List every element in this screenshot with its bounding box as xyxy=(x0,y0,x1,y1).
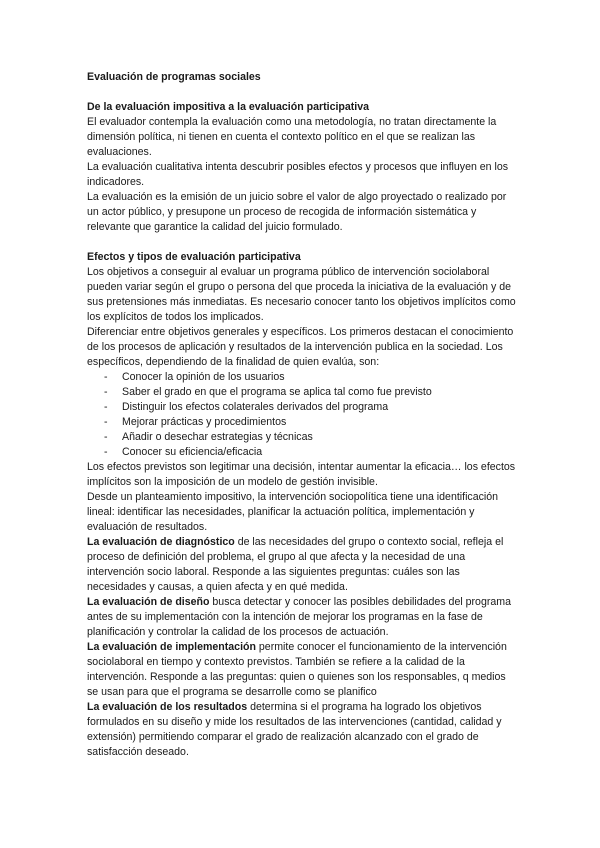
evaluation-type-term: La evaluación de diagnóstico xyxy=(87,536,235,548)
paragraph: La evaluación cualitativa intenta descubrir posibles efectos y procesos que influyen en los indicadores. xyxy=(87,161,509,188)
bullet-dash: - xyxy=(104,446,108,458)
paragraph: Los efectos previstos son legitimar una decisión, intentar aumentar la eficacia… los efectos implícitos son la imposición de un modelo de gestión invisible. xyxy=(87,461,516,488)
evaluation-type-term: La evaluación de diseño xyxy=(87,596,210,608)
objectives-list xyxy=(87,370,517,460)
evaluation-type-diagnostico xyxy=(87,535,517,595)
list-item-text: Saber el grado en que el programa se aplica tal como fue previsto xyxy=(122,386,432,398)
list-item xyxy=(87,445,517,460)
paragraph: Diferenciar entre objetivos generales y específicos. Los primeros destacan el conocimiento de los procesos de aplicación y resultados de la intervención publica en la sociedad. Los específicos, dependiendo de la finalidad de quien evalúa, son: xyxy=(87,326,514,368)
spacer xyxy=(87,235,517,250)
evaluation-type-term: La evaluación de los resultados xyxy=(87,701,248,713)
document-content xyxy=(87,70,517,760)
list-item xyxy=(87,370,517,385)
spacer xyxy=(87,85,517,100)
bullet-dash: - xyxy=(104,371,108,383)
section-heading-efectos: Efectos y tipos de evaluación participativa xyxy=(87,251,301,263)
evaluation-type-implementacion xyxy=(87,640,517,700)
list-item xyxy=(87,430,517,445)
bullet-dash: - xyxy=(104,401,108,413)
evaluation-type-text: busca detectar y conocer las posibles debilidades del programa antes de su implementación con la intención de mejorar los programas en la fase de planificación y controlar la calidad de los procesos de actuación. xyxy=(87,596,511,638)
list-item-text: Distinguir los efectos colaterales derivados del programa xyxy=(122,401,389,413)
bullet-dash: - xyxy=(104,431,108,443)
list-item-text: Mejorar prácticas y procedimientos xyxy=(122,416,287,428)
list-item-text: Añadir o desechar estrategias y técnicas xyxy=(122,431,313,443)
bullet-dash: - xyxy=(104,386,108,398)
document-title: Evaluación de programas sociales xyxy=(87,71,261,83)
paragraph: Los objetivos a conseguir al evaluar un programa público de intervención sociolaboral pueden variar según el grupo o persona del que proceda la iniciativa de la evaluación y de sus pretensiones más inmediatas. Es necesario conocer tanto los objetivos implícitos como los explícitos de todos los implicados. xyxy=(87,266,516,323)
list-item xyxy=(87,385,517,400)
list-item-text: Conocer su eficiencia/eficacia xyxy=(122,446,263,458)
evaluation-type-text: determina si el programa ha logrado los objetivos formulados en su diseño y mide los resultados de las intervenciones (cantidad, calidad y extensión) permitiendo comparar el grado de realización alcanzado con el grado de satisfacción deseado. xyxy=(87,701,502,758)
evaluation-type-resultados xyxy=(87,700,517,760)
evaluation-type-diseno xyxy=(87,595,517,640)
section-heading-participativa: De la evaluación impositiva a la evaluación participativa xyxy=(87,101,370,113)
paragraph: El evaluador contempla la evaluación como una metodología, no tratan directamente la dimensión política, ni tienen en cuenta el contexto político en el que se realizan las evaluaciones. xyxy=(87,116,497,158)
evaluation-type-text: de las necesidades del grupo o contexto social, refleja el proceso de definición del problema, el grupo al que afecta y la necesidad de una intervención socio laboral. Responde a las siguientes preguntas: cuáles son las necesidades y causas, a quien afecta y en qué medida. xyxy=(87,536,504,593)
paragraph: Desde un planteamiento impositivo, la intervención sociopolítica tiene una identificación lineal: identificar las necesidades, planificar la actuación política, implementación y evaluación de resultados. xyxy=(87,491,499,533)
list-item-text: Conocer la opinión de los usuarios xyxy=(122,371,285,383)
bullet-dash: - xyxy=(104,416,108,428)
evaluation-type-text: permite conocer el funcionamiento de la intervención sociolaboral en tiempo y contexto previstos. También se refiere a la calidad de la intervención. Responde a las preguntas: quien o quienes son los responsables, q medios se usan para que el programa se desarrolle como se planifico xyxy=(87,641,507,698)
paragraph: La evaluación es la emisión de un juicio sobre el valor de algo proyectado o realizado por un actor público, y presupone un proceso de recogida de información sistemática y relevante que garantice la calidad del juicio formulado. xyxy=(87,191,507,233)
evaluation-type-term: La evaluación de implementación xyxy=(87,641,256,653)
list-item xyxy=(87,400,517,415)
list-item xyxy=(87,415,517,430)
